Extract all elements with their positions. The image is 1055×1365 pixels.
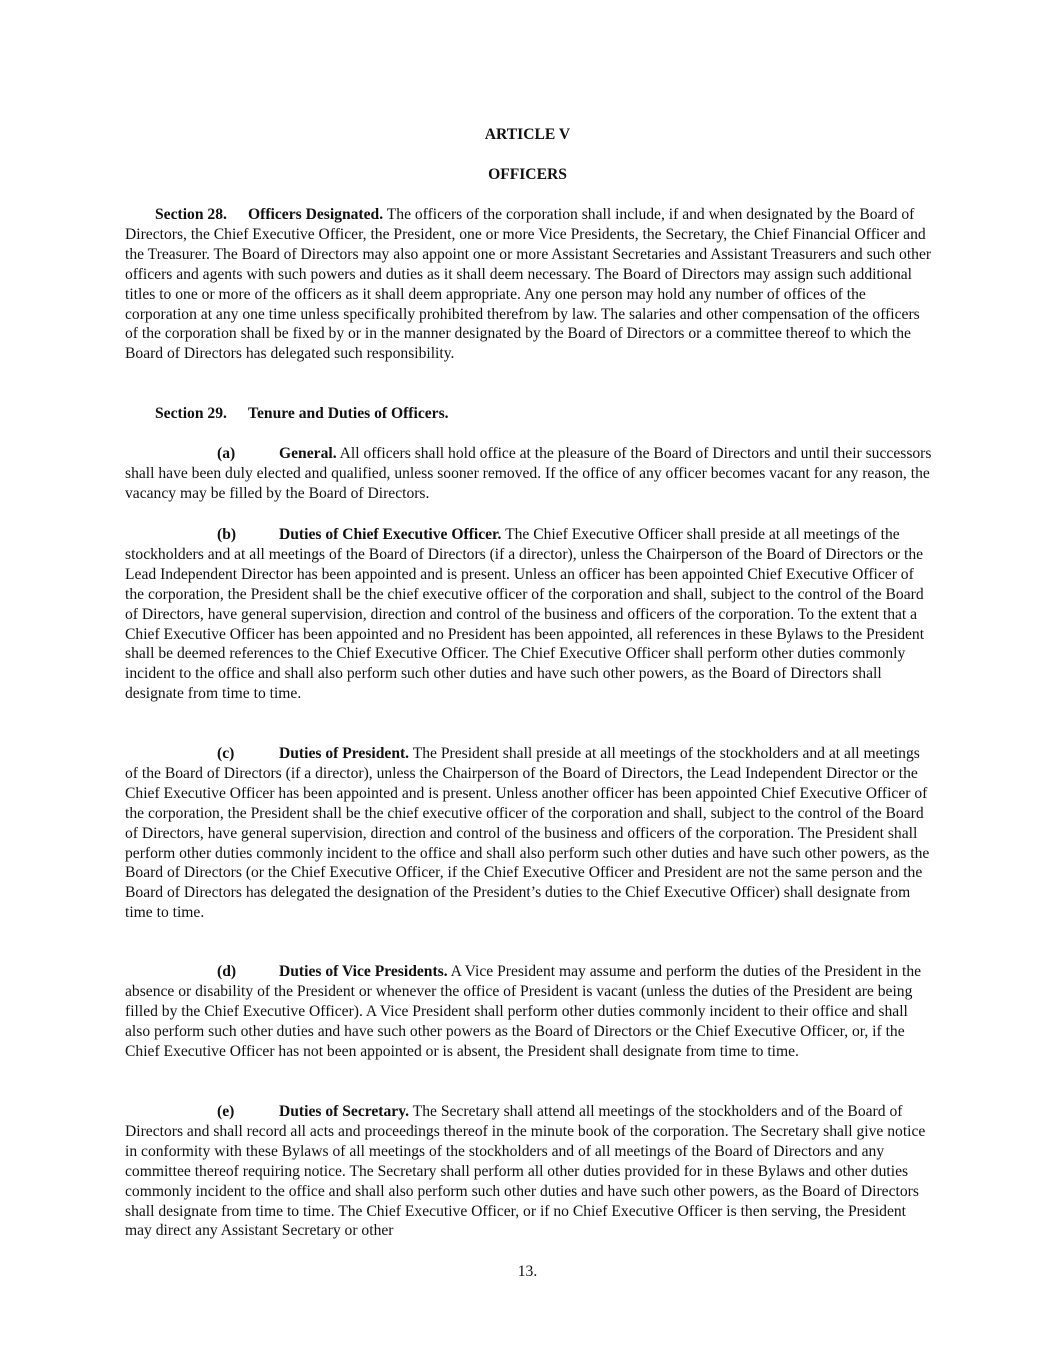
section-28-paragraph [125,205,933,364]
section-29-number: Section 29. [155,405,227,422]
page-number: 13. [517,1263,538,1280]
subsection-e-paragraph [125,1102,933,1241]
article-title: OFFICERS [488,166,567,183]
subsection-d-title: Duties of Vice Presidents. [279,963,448,980]
subsection-a-paragraph [125,444,933,504]
subsection-b-paragraph [125,525,933,704]
subsection-e-number: (e) [217,1103,235,1120]
subsection-a-title: General. [279,445,337,462]
section-28-number: Section 28. [155,206,227,223]
subsection-c-title: Duties of President. [279,745,410,762]
subsection-d-text: A Vice President may assume and perform the duties of the President in the absence or disability of the President or whenever the office of President is vacant (unless the duties of the President are being filled by the Chief Executive Officer). A Vice President shall perform other duties commonly incident to their office and shall also perform such other duties and have such other powers as the Board of Directors or the Chief Executive Officer, or, if the Chief Executive Officer has not been appointed or is absent, the President shall designate from time to time. [125,963,922,1060]
subsection-c-paragraph [125,744,933,923]
subsection-b-title: Duties of Chief Executive Officer. [279,526,502,543]
subsection-a-number: (a) [217,445,236,462]
subsection-a-text: All officers shall hold office at the pleasure of the Board of Directors and until their successors shall have been duly elected and qualified, unless sooner removed. If the office of any officer becomes vacant for any reason, the vacancy may be filled by the Board of Directors. [125,445,932,502]
subsection-e-title: Duties of Secretary. [279,1103,410,1120]
subsection-d-number: (d) [217,963,237,980]
subsection-e-text: The Secretary shall attend all meetings of the stockholders and of the Board of Directors and shall record all acts and proceedings thereof in the minute book of the corporation. The Secretary shall give notice in conformity with these Bylaws of all meetings of the stockholders and of all meetings of the Board of Directors and any committee thereof requiring notice. The Secretary shall perform all other duties provided for in these Bylaws and other duties commonly incident to the office and shall also perform such other duties and have such other powers, as the Board of Directors shall designate from time to time. The Chief Executive Officer, or if no Chief Executive Officer is then serving, the President may direct any Assistant Secretary or other [125,1103,926,1240]
section-28-text: The officers of the corporation shall include, if and when designated by the Board of Directors, the Chief Executive Officer, the President, one or more Vice Presidents, the Secretary, the Chief Financial Officer and the Treasurer. The Board of Directors may also appoint one or more Assistant Secretaries and Assistant Treasurers and such other officers and agents with such powers and duties as it shall deem necessary. The Board of Directors may assign such additional titles to one or more of the officers as it shall deem appropriate. Any one person may hold any number of offices of the corporation at any one time unless specifically prohibited therefrom by law. The salaries and other compensation of the officers of the corporation shall be fixed by or in the manner designated by the Board of Directors or a committee thereof to which the Board of Directors has delegated such responsibility. [125,206,932,363]
article-heading: ARTICLE V [484,126,571,143]
subsection-b-text: The Chief Executive Officer shall preside at all meetings of the stockholders and at all meetings of the Board of Directors (if a director), unless the Chairperson of the Board of Directors or the Lead Independent Director has been appointed and is present. Unless an officer has been appointed Chief Executive Officer of the corporation, the President shall be the chief executive officer of the corporation and shall, subject to the control of the Board of Directors, have general supervision, direction and control of the business and officers of the corporation. To the extent that a Chief Executive Officer has been appointed and no President has been appointed, all references in these Bylaws to the President shall be deemed references to the Chief Executive Officer. The Chief Executive Officer shall perform other duties commonly incident to the office and shall also perform such other duties and have such other powers, as the Board of Directors shall designate from time to time. [125,526,925,703]
subsection-b-number: (b) [217,526,237,543]
section-29-heading [125,404,933,424]
subsection-c-number: (c) [217,745,235,762]
subsection-c-text: The President shall preside at all meetings of the stockholders and at all meetings of the Board of Directors (if a director), unless the Chairperson of the Board of Directors, the Lead Independent Director or the Chief Executive Officer has been appointed and is present. Unless another officer has been appointed Chief Executive Officer of the corporation, the President shall be the chief executive officer of the corporation and shall, subject to the control of the Board of Directors, have general supervision, direction and control of the business and officers of the corporation. The President shall perform other duties commonly incident to the office and shall also perform such other duties and have such other powers, as the Board of Directors (or the Chief Executive Officer, if the Chief Executive Officer and President are not the same person and the Board of Directors has delegated the designation of the President’s duties to the Chief Executive Officer) shall designate from time to time. [125,745,930,922]
subsection-d-paragraph [125,962,933,1062]
section-29-title: Tenure and Duties of Officers. [248,405,449,422]
section-28-title: Officers Designated. [248,206,384,223]
